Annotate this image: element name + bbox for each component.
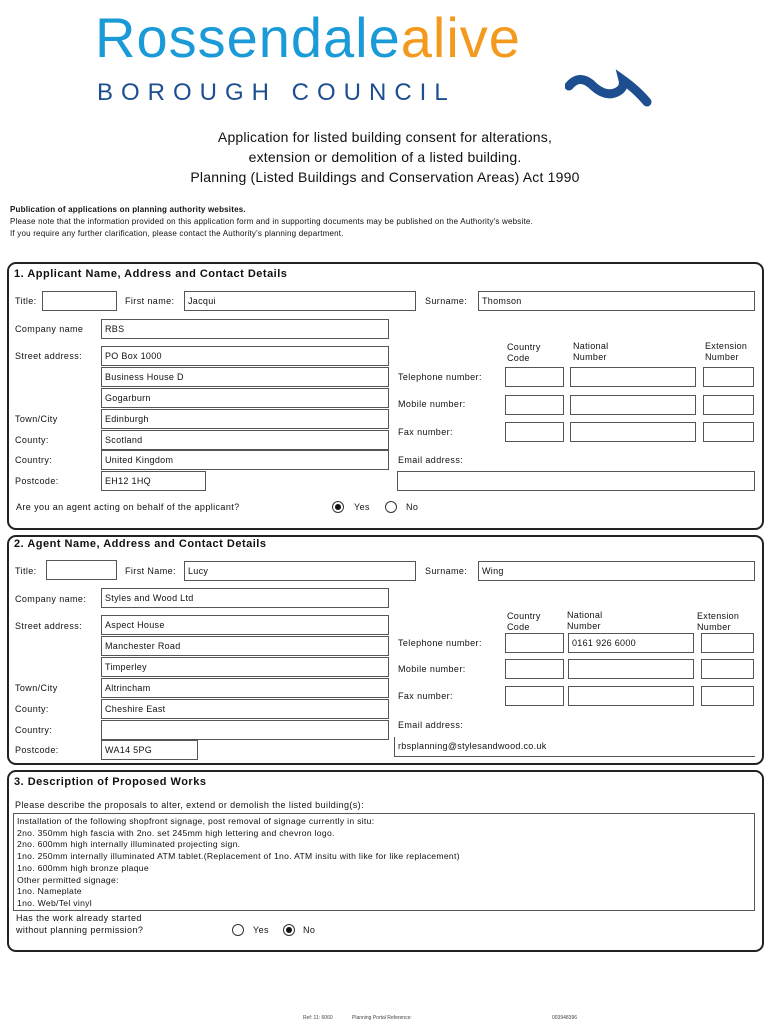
work-started-no-radio[interactable] [283,924,295,936]
works-line: 1no. Nameplate [17,886,82,897]
publication-contact: If you require any further clarification, please contact the Authority's planning department. [10,229,344,238]
applicant-county-field[interactable]: Scotland [101,430,389,450]
form-title-line3: Planning (Listed Buildings and Conservation Areas) Act 1990 [190,169,580,185]
work-started-yes-radio[interactable] [232,924,244,936]
agent-street-label: Street address: [15,621,83,631]
applicant-mobile-label: Mobile number: [398,399,466,409]
works-line: 1no. Web/Tel vinyl [17,897,92,908]
agent-country-label: Country: [15,725,53,735]
agent-yes-label: Yes [354,502,370,512]
work-started-no-selected-icon [286,927,292,933]
applicant-telephone-extension-field[interactable] [703,367,754,387]
works-line: 1no. 600mm high bronze plaque [17,862,149,873]
agent-mobile-label: Mobile number: [398,664,466,674]
works-description-field[interactable] [13,813,755,911]
agent-yes-radio[interactable] [332,501,344,513]
agent-postcode-label: Postcode: [15,745,59,755]
agent-title-field[interactable] [46,560,117,580]
works-line: 1no. 250mm internally illuminated ATM tablet.(Replacement of 1no. ATM insitu with like for like replacement) [17,851,460,862]
works-section-title: 3. Description of Proposed Works [14,776,207,788]
agent-telephone-national-field[interactable]: 0161 926 6000 [568,633,694,653]
applicant-town-field[interactable]: Edinburgh [101,409,389,429]
works-prompt: Please describe the proposals to alter, extend or demolish the listed building(s): [15,800,364,810]
publication-notice: Please note that the information provided on this application form and in supporting documents may be published on the Authority's website. [10,217,533,226]
applicant-postcode-label: Postcode: [15,476,59,486]
logo-swoosh-icon [565,68,655,114]
applicant-street2-field[interactable]: Business House D [101,367,389,387]
work-started-yes-label: Yes [253,925,269,935]
agent-county-label: County: [15,704,49,714]
agent-mobile-code-field[interactable] [505,659,564,679]
agent-county-field[interactable]: Cheshire East [101,699,389,719]
applicant-first-name-field[interactable]: Jacqui [184,291,416,311]
applicant-country-field[interactable]: United Kingdom [101,450,389,470]
applicant-fax-national-field[interactable] [570,422,696,442]
applicant-telephone-code-field[interactable] [505,367,564,387]
applicant-email-label: Email address: [398,455,464,465]
applicant-postcode-field[interactable]: EH12 1HQ [101,471,206,491]
applicant-town-label: Town/City [15,414,58,424]
footer-portal-label: Planning Portal Reference: [352,1015,412,1021]
logo-alive: alive [400,6,521,69]
applicant-mobile-code-field[interactable] [505,395,564,415]
agent-town-field[interactable]: Altrincham [101,678,389,698]
works-line: 2no. 350mm high fascia with 2no. set 245mm high lettering and chevron logo. [17,827,335,838]
logo-subtitle: BOROUGH COUNCIL [97,79,456,106]
applicant-fax-code-field[interactable] [505,422,564,442]
agent-telephone-label: Telephone number: [398,638,482,648]
agent-fax-national-field[interactable] [568,686,694,706]
logo-rossendale: Rossendale [95,6,401,69]
agent-country-code-header: Country Code [507,611,541,632]
applicant-country-code-header: Country Code [507,342,541,363]
agent-no-label: No [406,502,419,512]
agent-title-label: Title: [15,566,37,576]
agent-street1-field[interactable]: Aspect House [101,615,389,635]
agent-first-name-field[interactable]: Lucy [184,561,416,581]
agent-fax-code-field[interactable] [505,686,564,706]
applicant-mobile-national-field[interactable] [570,395,696,415]
applicant-county-label: County: [15,435,49,445]
agent-email-label: Email address: [398,720,464,730]
applicant-email-field[interactable] [397,471,755,491]
work-started-no-label: No [303,925,316,935]
applicant-telephone-label: Telephone number: [398,372,482,382]
works-line: 2no. 600mm high internally illuminated projecting sign. [17,839,241,850]
agent-company-label: Company name: [15,594,87,604]
agent-yes-selected-icon [335,504,341,510]
applicant-extension-number-header: Extension Number [705,341,748,362]
agent-fax-extension-field[interactable] [701,686,754,706]
agent-telephone-extension-field[interactable] [701,633,754,653]
agent-street3-field[interactable]: Timperley [101,657,389,677]
applicant-surname-label: Surname: [425,296,468,306]
works-line: Other permitted signage: [17,874,119,885]
agent-telephone-code-field[interactable] [505,633,564,653]
agent-section-title: 2. Agent Name, Address and Contact Details [14,538,267,550]
applicant-mobile-extension-field[interactable] [703,395,754,415]
agent-street2-field[interactable]: Manchester Road [101,636,389,656]
agent-question-label: Are you an agent acting on behalf of the applicant? [16,502,240,512]
applicant-street1-field[interactable]: PO Box 1000 [101,346,389,366]
footer-portal-ref: 003948396 [552,1015,578,1021]
agent-surname-label: Surname: [425,566,468,576]
applicant-street-label: Street address: [15,351,83,361]
agent-fax-label: Fax number: [398,691,453,701]
work-started-question-line1: Has the work already started [16,913,142,923]
applicant-surname-field[interactable]: Thomson [478,291,755,311]
agent-mobile-national-field[interactable] [568,659,694,679]
applicant-country-label: Country: [15,455,53,465]
agent-town-label: Town/City [15,683,58,693]
works-line: Installation of the following shopfront signage, post removal of signage currently in situ: [17,816,375,826]
work-started-question-line2: without planning permission? [16,925,144,935]
agent-country-field[interactable] [101,720,389,740]
agent-extension-number-header: Extension Number [697,611,740,632]
agent-national-number-header: National Number [567,610,603,631]
applicant-company-label: Company name [15,324,84,334]
applicant-section-title: 1. Applicant Name, Address and Contact Details [14,268,288,280]
agent-surname-field[interactable]: Wing [478,561,755,581]
form-title-line2: extension or demolition of a listed building. [248,149,522,165]
council-logo [95,6,695,116]
applicant-fax-extension-field[interactable] [703,422,754,442]
publication-title: Publication of applications on planning authority websites. [10,205,246,214]
agent-mobile-extension-field[interactable] [701,659,754,679]
logo-wordmark [95,6,521,70]
applicant-title-label: Title: [15,296,37,306]
applicant-first-name-label: First name: [125,296,175,306]
agent-company-field[interactable]: Styles and Wood Ltd [101,588,389,608]
agent-no-radio[interactable] [385,501,397,513]
agent-postcode-field[interactable]: WA14 5PG [101,740,198,760]
agent-first-name-label: First Name: [125,566,176,576]
applicant-street3-field[interactable]: Gogarburn [101,388,389,408]
applicant-company-field[interactable]: RBS [101,319,389,339]
footer-ref: Ref: 11: 6060 [303,1015,333,1021]
applicant-title-field[interactable] [42,291,117,311]
applicant-fax-label: Fax number: [398,427,453,437]
form-title-line1: Application for listed building consent for alterations, [217,129,553,145]
agent-email-field[interactable]: rbsplanning@stylesandwood.co.uk [394,737,755,757]
applicant-telephone-national-field[interactable] [570,367,696,387]
applicant-national-number-header: National Number [573,341,609,362]
